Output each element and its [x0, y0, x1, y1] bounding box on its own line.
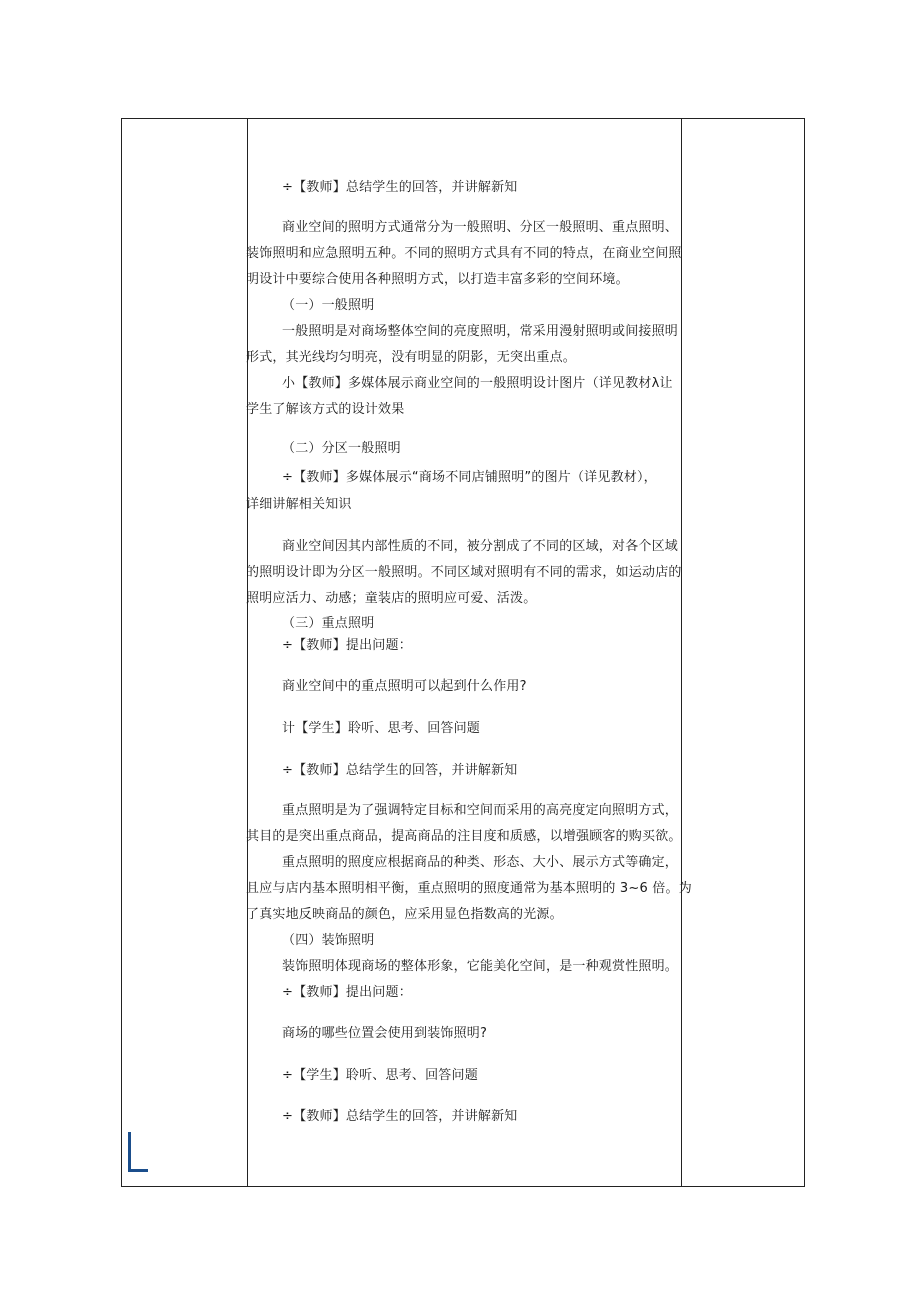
teacher-summary-line: ÷【教师】总结学生的回答，并讲解新知 [282, 1109, 518, 1124]
question-line: 商业空间中的重点照明可以起到什么作用? [282, 679, 527, 694]
l-mark-horizontal [128, 1169, 148, 1172]
section-heading: （四）装饰照明 [282, 933, 375, 948]
paragraph-line: 了真实地反映商品的颜色，应采用显色指数高的光源。 [246, 907, 563, 922]
student-activity-line: 计【学生】聆听、思考、回答问题 [282, 721, 481, 736]
section-heading: （三）重点照明 [282, 616, 375, 631]
question-line: 商场的哪些位置会使用到装饰照明? [282, 1026, 488, 1041]
paragraph-line: 且应与店内基本照明相平衡，重点照明的照度通常为基本照明的 3~6 倍。为 [246, 881, 692, 896]
paragraph-line: 学生了解该方式的设计效果 [246, 402, 405, 417]
teacher-summary-line: ÷【教师】总结学生的回答，并讲解新知 [282, 180, 518, 195]
paragraph-line: 装饰照明和应急照明五种。不同的照明方式具有不同的特点，在商业空间照 [246, 246, 682, 261]
l-corner-mark [128, 1132, 146, 1172]
paragraph-line: 装饰照明体现商场的整体形象，它能美化空间，是一种观赏性照明。 [282, 959, 679, 974]
teacher-question-line: ÷【教师】提出问题： [282, 638, 412, 653]
paragraph-line: 明设计中要综合使用各种照明方式，以打造丰富多彩的空间环境。 [246, 272, 629, 287]
student-activity-line: ÷【学生】聆听、思考、回答问题 [282, 1068, 478, 1083]
section-heading: （二）分区一般照明 [282, 441, 401, 456]
paragraph-line: 其目的是突出重点商品，提高商品的注目度和质感，以增强顾客的购买欲。 [246, 829, 682, 844]
paragraph-line: 商业空间因其内部性质的不同，被分割成了不同的区域，对各个区域 [282, 539, 679, 554]
paragraph-line: 一般照明是对商场整体空间的亮度照明，常采用漫射照明或间接照明 [282, 324, 679, 339]
teacher-activity-line: 小【教师】多媒体展示商业空间的一般照明设计图片（详见教材λ让 [282, 376, 673, 391]
paragraph-line: 重点照明的照度应根据商品的种类、形态、大小、展示方式等确定， [282, 855, 679, 870]
paragraph-line: 照明应活力、动感；童装店的照明应可爱、活泼。 [246, 591, 537, 606]
paragraph-line: 的照明设计即为分区一般照明。不同区域对照明有不同的需求，如运动店的 [246, 565, 682, 580]
paragraph-line: 详细讲解相关知识 [246, 497, 352, 512]
teacher-summary-line: ÷【教师】总结学生的回答，并讲解新知 [282, 763, 518, 778]
l-mark-vertical [128, 1132, 131, 1172]
paragraph-line: 形式，其光线均匀明亮，没有明显的阴影，无突出重点。 [246, 350, 577, 365]
teacher-activity-line: ÷【教师】多媒体展示“商场不同店铺照明”的图片（详见教材）， [282, 470, 657, 485]
paragraph-line: 重点照明是为了强调特定目标和空间而采用的高亮度定向照明方式， [282, 803, 679, 818]
paragraph-line: 商业空间的照明方式通常分为一般照明、分区一般照明、重点照明、 [282, 220, 679, 235]
section-heading: （一）一般照明 [282, 298, 375, 313]
teacher-question-line: ÷【教师】提出问题： [282, 985, 412, 1000]
